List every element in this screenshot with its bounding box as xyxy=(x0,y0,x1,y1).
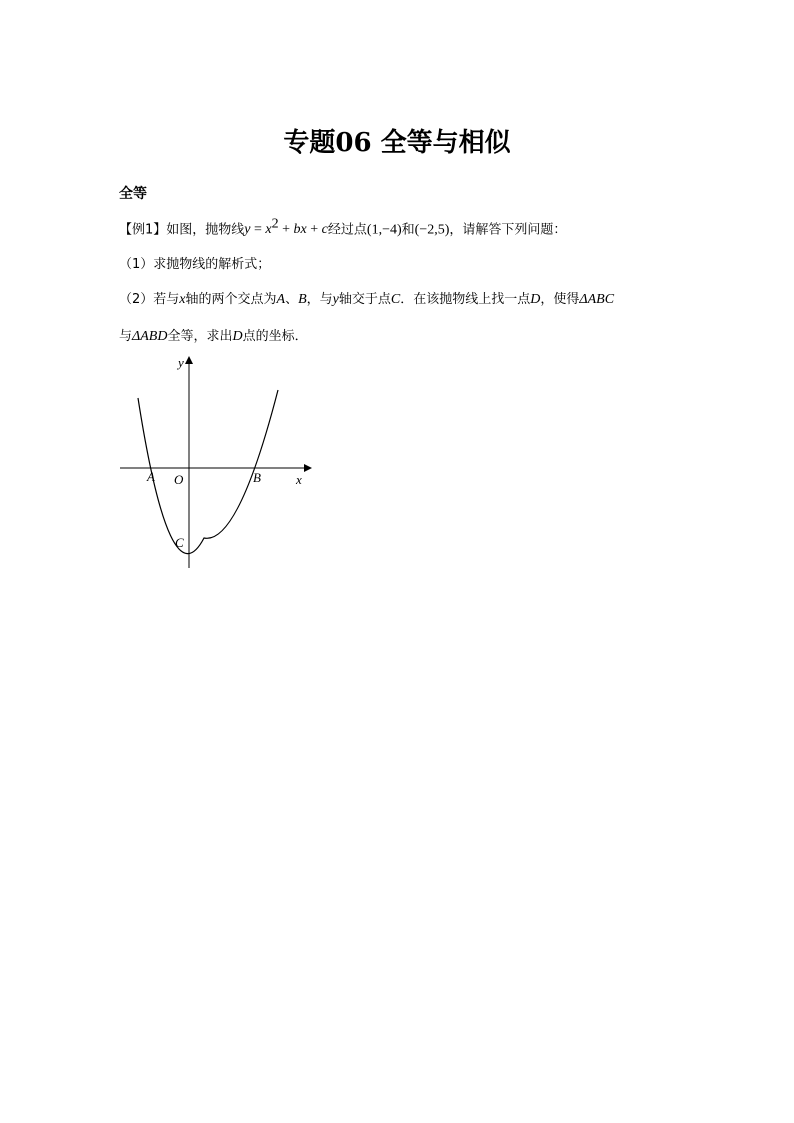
triangle-abd: ΔABD xyxy=(132,329,168,344)
point-2: (−2,5) xyxy=(414,222,450,238)
question-2: （2）若与x轴的两个交点为A、B，与y轴交于点C．在该抛物线上找一点D，使得ΔABC xyxy=(119,292,615,307)
equation: $y = x^2$ + bx + c xyxy=(244,217,328,238)
example-line: 【例1】如图，抛物线$y = x^2$ + bx + c经过点(1,−4)和(−2,5)，请解答下列问题： xyxy=(119,217,567,238)
label-x: x xyxy=(296,472,302,487)
example-tag: 【例1】 xyxy=(119,222,167,238)
question-1: （1）求抛物线的解析式； xyxy=(119,257,271,272)
label-c: C xyxy=(175,535,184,550)
y-axis-arrow xyxy=(185,356,193,364)
question-2-cont: 与ΔABD全等，求出D点的坐标． xyxy=(119,329,308,344)
page-title: 专题06 全等与相似 xyxy=(283,128,511,158)
point-1: (1,−4) xyxy=(366,222,402,238)
label-b: B xyxy=(253,470,261,485)
example-intro: 如图，抛物线 xyxy=(166,222,245,238)
triangle-abc: ΔABC xyxy=(579,292,615,307)
label-o: O xyxy=(174,472,184,487)
section-heading: 全等 xyxy=(119,186,147,202)
x-axis-arrow xyxy=(304,464,312,472)
parabola-figure xyxy=(112,350,322,575)
label-a: A xyxy=(147,469,155,484)
label-y: y xyxy=(178,355,184,370)
